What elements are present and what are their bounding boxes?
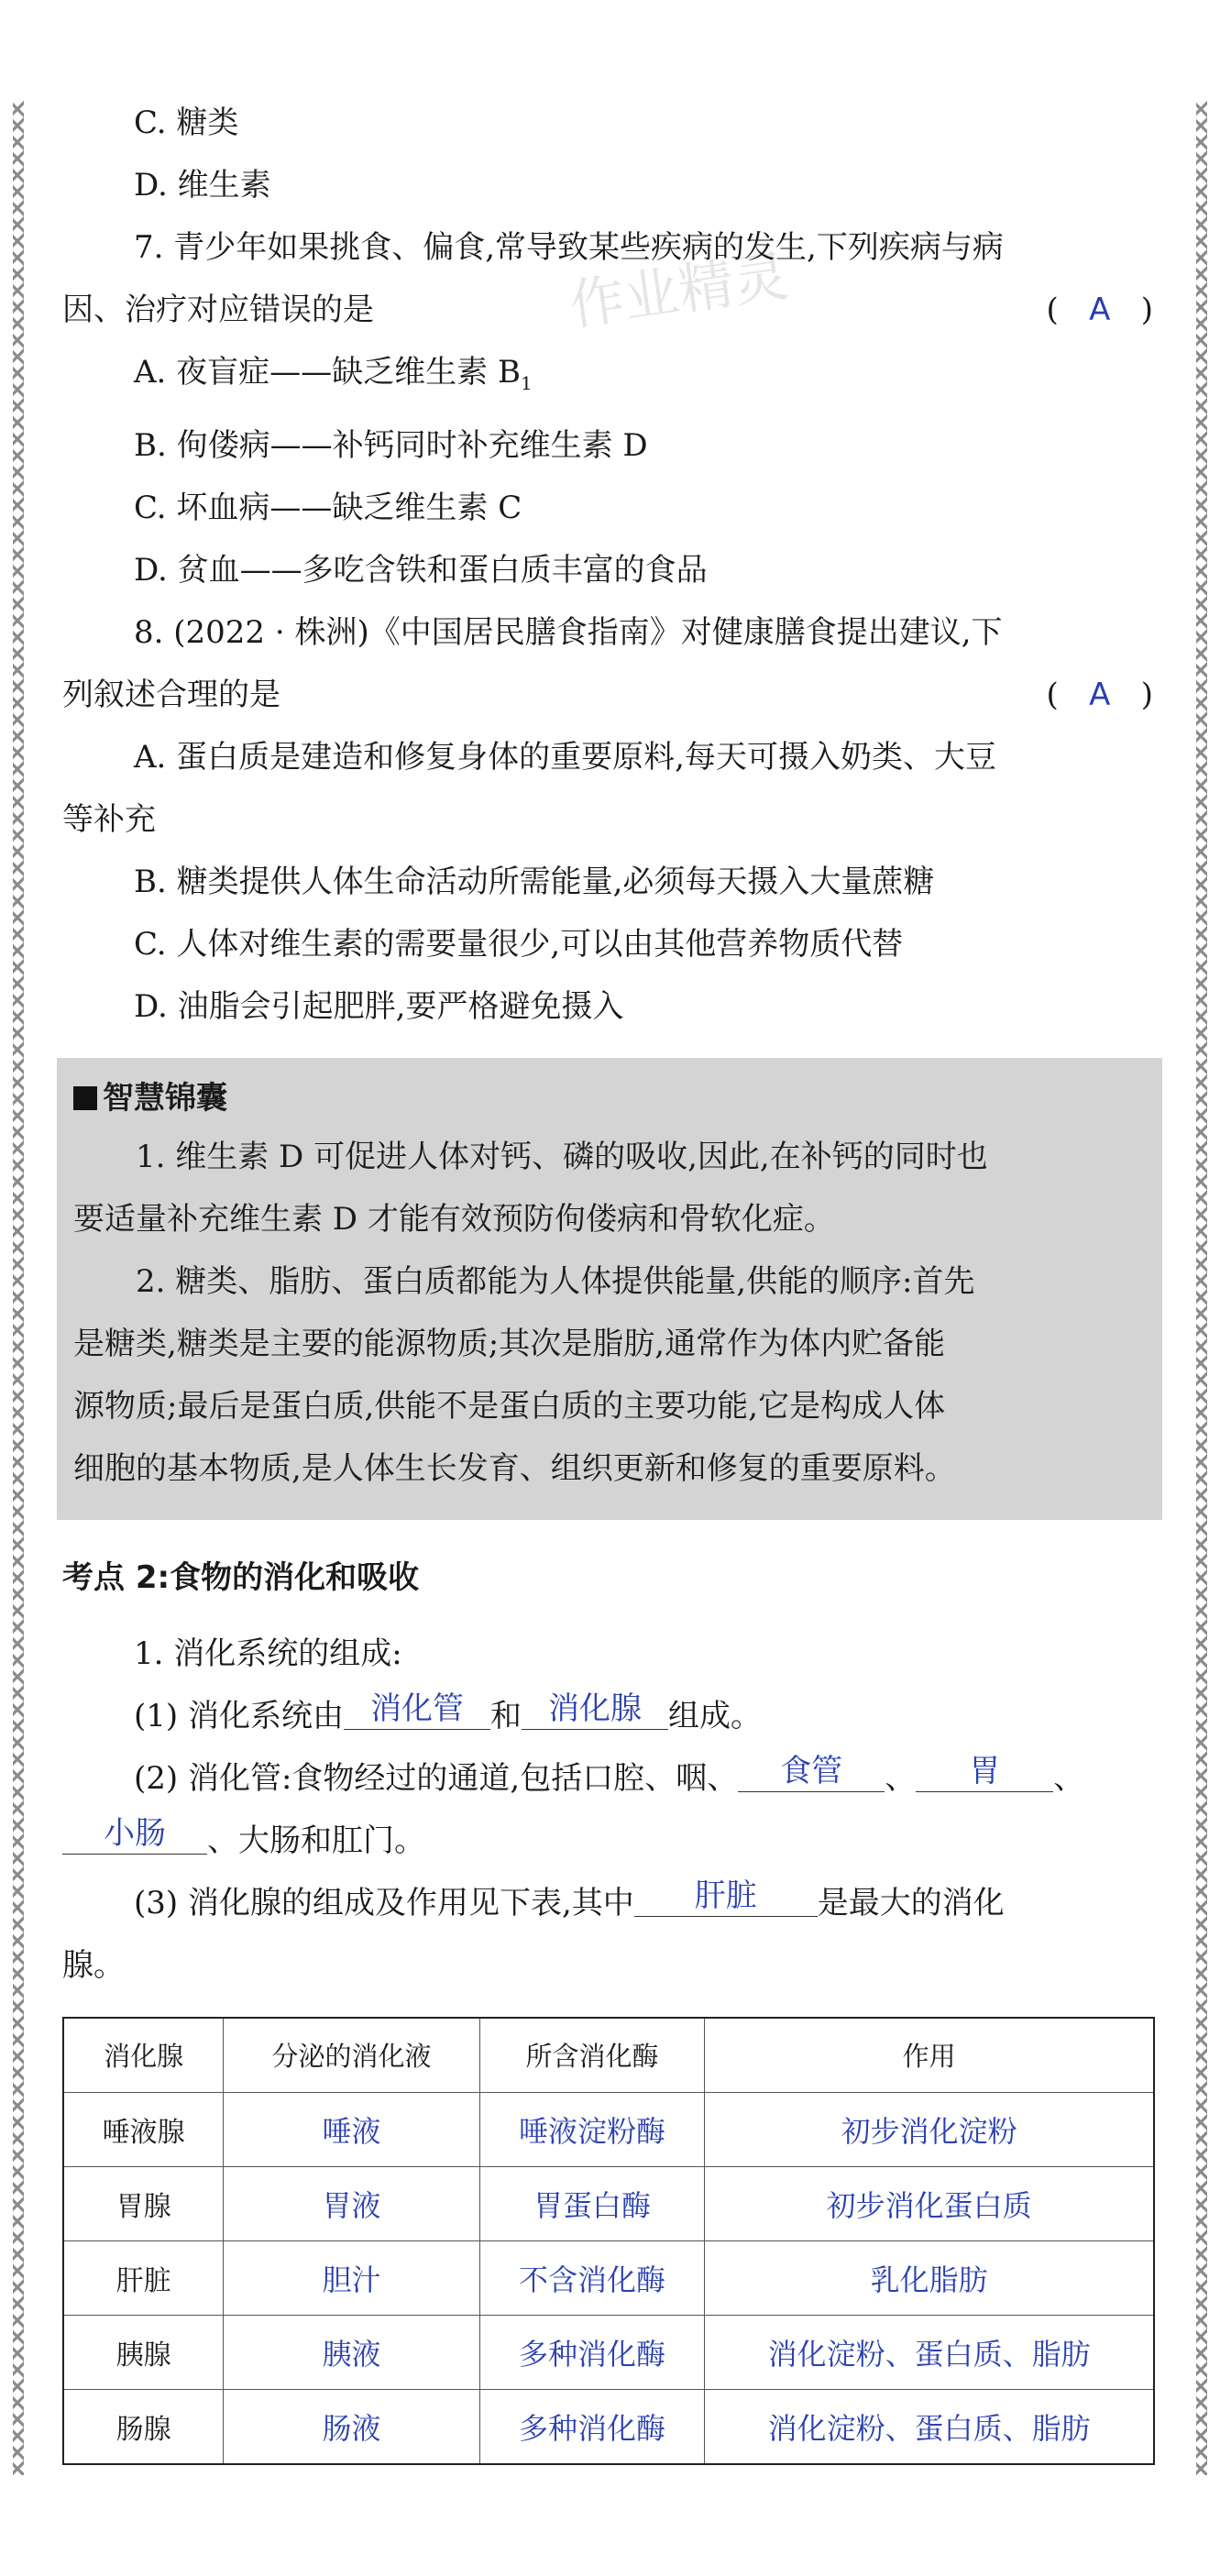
cell-juice: 肠液 <box>224 2389 480 2464</box>
cell-function: 初步消化淀粉 <box>705 2092 1154 2166</box>
header-gland: 消化腺 <box>63 2018 224 2093</box>
q7-option-b: B. 佝偻病——补钙同时补充维生素 D <box>134 426 648 464</box>
sub-1: (1) 消化系统由 消化管 和 消化腺 组成。 <box>134 1690 762 1734</box>
tips-p2-line2: 是糖类,糖类是主要的能源物质;其次是脂肪,通常作为体内贮备能 <box>73 1325 946 1362</box>
header-enzyme: 所含消化酶 <box>479 2018 705 2093</box>
cell-gland: 胰腺 <box>63 2315 224 2389</box>
tips-p2-line4: 细胞的基本物质,是人体生长发育、组织更新和修复的重要原料。 <box>73 1449 956 1487</box>
q8-option-d: D. 油脂会引起肥胖,要严格避免摄入 <box>134 987 624 1025</box>
header-juice: 分泌的消化液 <box>224 2018 480 2093</box>
cell-juice: 胆汁 <box>224 2240 480 2315</box>
cell-function: 消化淀粉、蛋白质、脂肪 <box>705 2389 1154 2464</box>
cell-function: 乳化脂肪 <box>705 2240 1154 2315</box>
cell-juice: 唾液 <box>224 2092 480 2166</box>
sub-3-cont: 腺。 <box>62 1946 125 1984</box>
worksheet-page <box>62 92 1153 2465</box>
q7-option-c: C. 坏血病——缺乏维生素 C <box>134 489 522 526</box>
q7-option-d: D. 贫血——多吃含铁和蛋白质丰富的食品 <box>134 551 708 589</box>
option-d-prev: D. 维生素 <box>134 167 271 204</box>
sub-2-cont: 小肠 、大肠和肛门。 <box>62 1810 1153 1872</box>
blank-small-intestine: 小肠 <box>62 1813 207 1855</box>
digestive-gland-table <box>62 2017 1155 2465</box>
cell-juice: 胰液 <box>224 2315 480 2389</box>
cell-juice: 胃液 <box>224 2166 480 2240</box>
q8-answer-bracket: ( A ) <box>1046 664 1153 726</box>
q7-answer-bracket: ( A ) <box>1046 279 1153 341</box>
q7-stem-line1: 7. 青少年如果挑食、偏食,常导致某些疾病的发生,下列疾病与病 <box>134 229 1004 266</box>
watermark: 作业精灵 <box>565 244 793 339</box>
tips-p1-line2: 要适量补充维生素 D 才能有效预防佝偻病和骨软化症。 <box>73 1200 835 1238</box>
table-header-row <box>63 2018 1154 2093</box>
option-c-prev: C. 糖类 <box>134 105 239 141</box>
q8-stem-line2: 列叙述合理的是 ( A ) <box>62 664 1153 726</box>
blank-digestive-tract: 消化管 <box>344 1689 490 1730</box>
blank-esophagus: 食管 <box>738 1751 885 1792</box>
cell-enzyme: 唾液淀粉酶 <box>479 2092 705 2166</box>
square-bullet-icon <box>73 1086 97 1110</box>
cell-function: 消化淀粉、蛋白质、脂肪 <box>705 2315 1154 2389</box>
q7-option-a: A. 夜盲症——缺乏维生素 $B_1$ <box>134 354 533 394</box>
cell-function: 初步消化蛋白质 <box>705 2166 1154 2240</box>
left-decorative-border <box>13 101 24 2475</box>
cell-gland: 肠腺 <box>63 2389 224 2464</box>
cell-enzyme: 胃蛋白酶 <box>479 2166 705 2240</box>
tips-p1-line1: 1. 维生素 D 可促进人体对钙、磷的吸收,因此,在补钙的同时也 <box>136 1138 988 1175</box>
cell-gland: 肝脏 <box>63 2240 224 2315</box>
q8-option-a-line1: A. 蛋白质是建造和修复身体的重要原料,每天可摄入奶类、大豆 <box>134 738 996 776</box>
q8-option-c: C. 人体对维生素的需要量很少,可以由其他营养物质代替 <box>134 925 904 963</box>
tips-box <box>57 1058 1162 1520</box>
tips-p2-line1: 2. 糖类、脂肪、蛋白质都能为人体提供能量,供能的顺序:首先 <box>136 1262 975 1300</box>
header-function: 作用 <box>705 2018 1154 2093</box>
table-row <box>63 2166 1154 2240</box>
blank-stomach: 胃 <box>916 1751 1053 1792</box>
question-8 <box>62 601 1153 1038</box>
blank-digestive-gland: 消化腺 <box>522 1689 668 1730</box>
q8-stem-line1: 8. (2022 · 株洲)《中国居民膳食指南》对健康膳食提出建议,下 <box>134 613 1003 651</box>
cell-enzyme: 多种消化酶 <box>479 2389 705 2464</box>
q8-answer: A <box>1089 676 1111 713</box>
table-row <box>63 2389 1154 2464</box>
cell-gland: 唾液腺 <box>63 2092 224 2166</box>
blank-liver: 肝脏 <box>634 1876 818 1917</box>
cell-gland: 胃腺 <box>63 2166 224 2240</box>
cell-enzyme: 不含消化酶 <box>479 2240 705 2315</box>
q7-answer: A <box>1089 292 1111 328</box>
tips-title: 智慧锦囊 <box>73 1071 1146 1126</box>
q8-option-b: B. 糖类提供人体生命活动所需能量,必须每天摄入大量蔗糖 <box>134 863 935 900</box>
table-row <box>63 2315 1154 2389</box>
section-title: 考点 2:食物的消化和吸收 <box>62 1558 420 1596</box>
q7-stem-line2: 因、治疗对应错误的是 ( A ) <box>62 279 1153 341</box>
tips-p2-line3: 源物质;最后是蛋白质,供能不是蛋白质的主要功能,它是构成人体 <box>73 1387 946 1425</box>
cell-enzyme: 多种消化酶 <box>479 2315 705 2389</box>
q8-option-a-line2: 等补充 <box>62 800 156 838</box>
item-1: 1. 消化系统的组成: <box>134 1635 402 1672</box>
table-row <box>63 2092 1154 2166</box>
question-7 <box>62 216 1153 601</box>
right-decorative-border <box>1196 101 1207 2475</box>
sub-2: (2) 消化管:食物经过的通道,包括口腔、咽、 食管 、 胃 、 <box>134 1752 1085 1797</box>
table-row <box>63 2240 1154 2315</box>
sub-3: (3) 消化腺的组成及作用见下表,其中 肝脏 是最大的消化 <box>134 1877 1005 1921</box>
